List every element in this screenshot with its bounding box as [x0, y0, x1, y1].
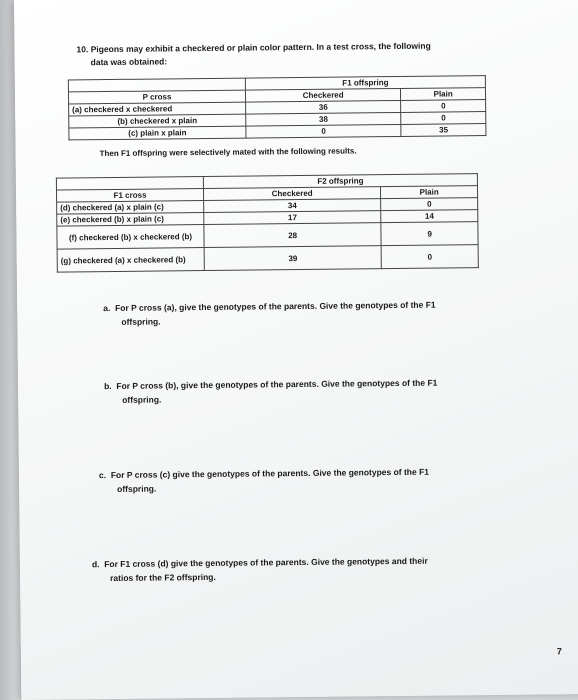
question-title [76, 39, 496, 69]
p-cross-table [68, 75, 487, 140]
table1-cell: 0 [401, 100, 486, 113]
table1-header-checkered: Checkered [245, 88, 400, 102]
table1-cell: (c) plain x plain [69, 126, 246, 140]
table2-cell: 14 [381, 210, 478, 223]
table2-cell: (e) checkered (b) x plain (c) [57, 213, 204, 227]
question-d [92, 553, 512, 585]
table1-cell: 36 [246, 100, 401, 114]
table2-cell: (g) checkered (a) x checkered (b) [57, 248, 204, 273]
table2-header-cross: F1 cross [56, 189, 203, 203]
table2-header-checkered: Checkered [203, 187, 380, 201]
question-a-line1: For P cross (a), give the genotypes of the parents. Give the genotypes of the F1 [115, 299, 436, 313]
question-c-marker: c. [98, 470, 107, 481]
table1-header-cross: P cross [68, 90, 245, 104]
page-number: 7 [556, 646, 562, 657]
between-tables-text: Then F1 offspring were selectively mated with the following results. [99, 146, 357, 159]
table2-cell: 9 [381, 222, 478, 246]
worksheet-page [14, 0, 578, 700]
table2-cell: 0 [381, 245, 478, 269]
table2-group-header: F2 offspring [203, 174, 477, 189]
table1-cell: 0 [246, 124, 401, 138]
table2-cell: 17 [204, 211, 381, 225]
question-a-line2: offspring. [121, 316, 161, 327]
question-a [103, 297, 523, 329]
question-b-line1: For P cross (b), give the genotypes of the parents. Give the genotypes of the F1 [116, 377, 438, 391]
question-c-line1: For P cross (c) give the genotypes of the parents. Give the genotypes of the F1 [110, 466, 430, 481]
table1-cell: (b) checkered x plain [69, 114, 246, 128]
question-d-marker: d. [91, 559, 100, 570]
table1-cell: (a) checkered x checkered [69, 102, 246, 116]
table2-cell: 0 [381, 198, 478, 211]
table2-cell: 28 [204, 223, 382, 248]
question-b-line2: offspring. [122, 394, 162, 405]
question-b [104, 375, 524, 407]
question-d-line2: ratios for the F2 offspring. [110, 571, 216, 584]
table1-cell: 38 [246, 112, 401, 126]
table2-cell: 34 [204, 199, 381, 213]
question-c [99, 464, 519, 496]
table2-header-plain: Plain [381, 186, 478, 199]
table-row [57, 245, 478, 272]
table1-cell: 0 [401, 112, 486, 125]
question-b-marker: b. [103, 380, 112, 392]
question-c-line2: offspring. [117, 483, 157, 494]
table1-header-plain: Plain [401, 88, 486, 101]
table2-cell: 39 [204, 246, 382, 271]
question-title-line2: data was obtained: [90, 56, 168, 68]
table1-group-header: F1 offspring [245, 76, 485, 91]
question-title-line1: 10. Pigeons may exhibit a checkered or plain color pattern. In a test cross, the following [76, 40, 431, 55]
question-d-line1: For F1 cross (d) give the genotypes of the parents. Give the genotypes and their [104, 555, 428, 570]
table2-cell: (d) checkered (a) x plain (c) [57, 201, 204, 215]
table2-cell: (f) checkered (b) x checkered (b) [57, 225, 204, 250]
table1-cell: 35 [401, 124, 486, 137]
f1-cross-table [56, 173, 479, 272]
question-a-marker: a. [103, 303, 111, 314]
